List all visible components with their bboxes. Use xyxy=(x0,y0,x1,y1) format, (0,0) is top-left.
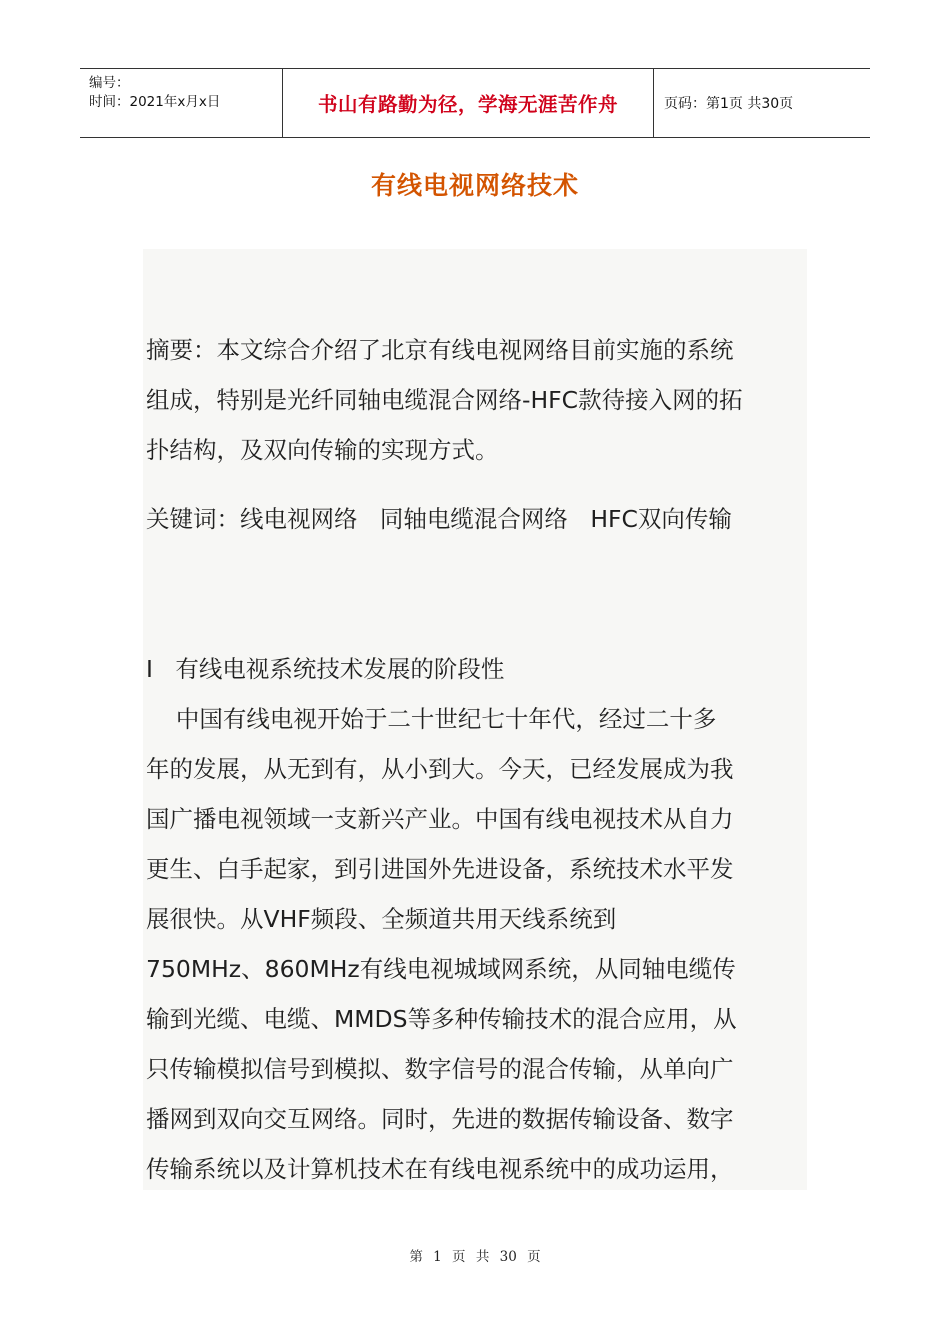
page-footer: 第 1 页 共 30 页 xyxy=(409,1249,541,1265)
body-line: 年的发展，从无到有，从小到大。今天，已经发展成为我 xyxy=(146,755,734,783)
body-line: 更生、白手起家，到引进国外先进设备，系统技术水平发 xyxy=(146,855,734,883)
body-line: 输到光缆、电缆、MMDS等多种传输技术的混合应用，从 xyxy=(146,1005,737,1033)
header-motto-cell xyxy=(282,69,654,137)
abstract-line: 扑结构，及双向传输的实现方式。 xyxy=(146,436,499,464)
body-line: 中国有线电视开始于二十世纪七十年代，经过二十多 xyxy=(146,705,717,733)
header-table xyxy=(80,68,870,138)
body-line: 播网到双向交互网络。同时，先进的数据传输设备、数字 xyxy=(146,1105,734,1133)
abstract-line: 组成，特别是光纤同轴电缆混合网络-HFC款待接入网的拓 xyxy=(146,386,743,414)
header-page-cell xyxy=(654,69,870,137)
section-heading: I 有线电视系统技术发展的阶段性 xyxy=(146,655,505,683)
body-line: 展很快。从VHF频段、全频道共用天线系统到 xyxy=(146,905,617,933)
body-line: 只传输模拟信号到模拟、数字信号的混合传输，从单向广 xyxy=(146,1055,734,1083)
body-line: 国广播电视领域一支新兴产业。中国有线电视技术从自力 xyxy=(146,805,734,833)
header-info-cell xyxy=(80,69,282,137)
body-line: 750MHz、860MHz有线电视城域网系统，从同轴电缆传 xyxy=(146,955,736,983)
abstract-line: 摘要：本文综合介绍了北京有线电视网络目前实施的系统 xyxy=(146,336,734,364)
motto: 书山有路勤为径，学海无涯苦作舟 xyxy=(317,93,618,116)
keywords: 关键词：线电视网络 同轴电缆混合网络 HFC双向传输 xyxy=(146,505,732,533)
time-label: 时间：2021年x月x日 xyxy=(89,94,221,110)
body-line: 传输系统以及计算机技术在有线电视系统中的成功运用， xyxy=(146,1155,734,1183)
document-title: 有线电视网络技术 xyxy=(370,171,579,200)
page-label: 页码：第1页 共30页 xyxy=(664,96,794,112)
number-label: 编号： xyxy=(89,75,130,91)
